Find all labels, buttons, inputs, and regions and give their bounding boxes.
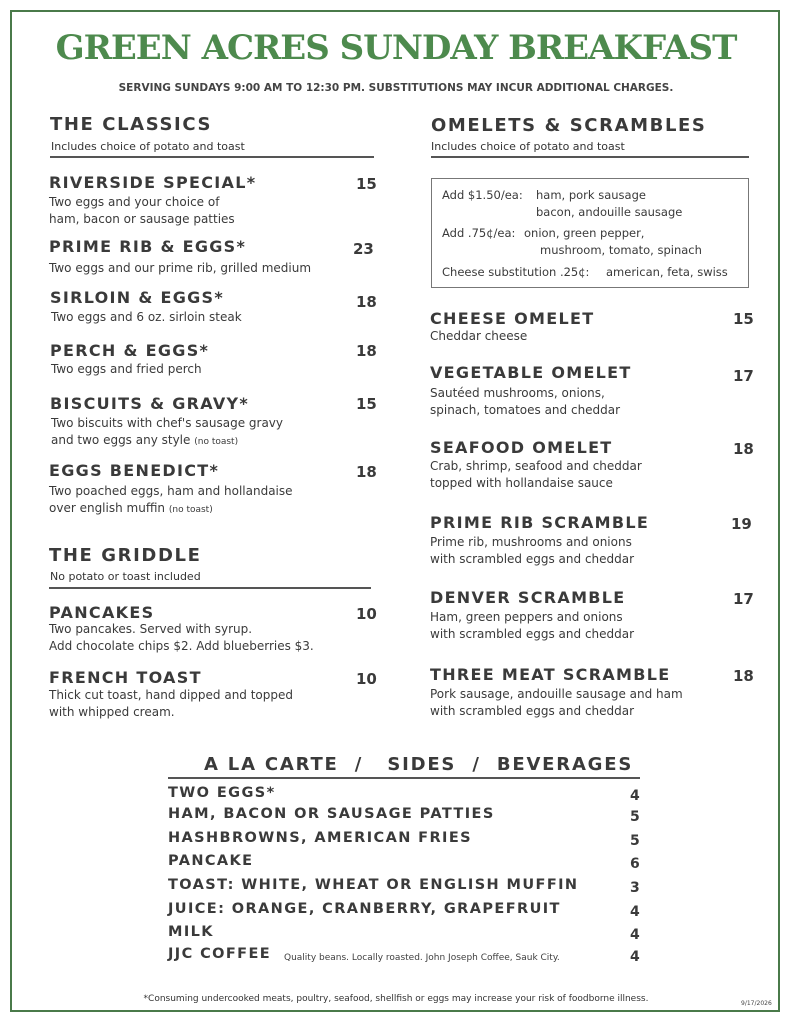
menu-item-desc: Thick cut toast, hand dipped and topped with whipped cream. (49, 688, 294, 719)
menu-item-price: 19 (731, 515, 752, 533)
addon-label: Cheese substitution .25¢: (442, 265, 590, 279)
menu-item-name: PANCAKES (49, 603, 155, 622)
menu-item-price: 15 (356, 175, 377, 193)
menu-item-price: 18 (356, 293, 377, 311)
side-item-price: 6 (630, 856, 640, 872)
menu-item-price: 17 (733, 367, 754, 385)
side-item-name: HASHBROWNS, AMERICAN FRIES (168, 830, 472, 846)
food-safety-disclaimer: *Consuming undercooked meats, poultry, seafood, shellfish or eggs may increase your risk of foodborne illness. (143, 994, 649, 1004)
menu-item-name: PERCH & EGGS* (50, 341, 210, 360)
addon-options: ham, pork sausage (536, 188, 646, 202)
side-item-name: JUICE: ORANGE, CRANBERRY, GRAPEFRUIT (168, 901, 561, 917)
sides-heading: A LA CARTE / SIDES / BEVERAGES (204, 754, 634, 775)
menu-item-desc: Two poached eggs, ham and hollandaise over english muffin (no toast) (49, 484, 293, 515)
menu-item-name: CHEESE OMELET (430, 309, 595, 328)
menu-title: GREEN ACRES SUNDAY BREAKFAST (55, 28, 737, 68)
menu-item-price: 18 (733, 667, 754, 685)
menu-item-desc: Crab, shrimp, seafood and cheddar topped with hollandaise sauce (430, 459, 642, 490)
menu-item-desc: Two eggs and our prime rib, grilled medium (49, 261, 312, 275)
side-item-price: 4 (630, 788, 640, 804)
side-item-price: 5 (630, 809, 640, 825)
menu-item-price: 18 (733, 440, 754, 458)
menu-item-desc: Two biscuits with chef's sausage gravy and two eggs any style (no toast) (51, 416, 284, 447)
side-item-name: TWO EGGS* (168, 785, 276, 801)
menu-subtitle: SERVING SUNDAYS 9:00 AM TO 12:30 PM. SUBSTITUTIONS MAY INCUR ADDITIONAL CHARGES. (118, 82, 674, 94)
menu-item-price: 23 (353, 240, 374, 258)
addon-options: onion, green pepper, (524, 226, 645, 240)
print-date: 9/17/2026 (741, 1000, 772, 1007)
classics-note: Includes choice of potato and toast (51, 140, 245, 153)
menu-item-name: RIVERSIDE SPECIAL* (49, 173, 257, 192)
classics-divider (50, 156, 374, 158)
menu-item-name: SIRLOIN & EGGS* (50, 288, 225, 307)
menu-item-price: 18 (356, 342, 377, 360)
side-item-price: 4 (630, 927, 640, 943)
menu-item-price: 10 (356, 670, 377, 688)
menu-item-name: DENVER SCRAMBLE (430, 588, 626, 607)
menu-item-desc: Cheddar cheese (430, 329, 528, 343)
menu-item-name: EGGS BENEDICT* (49, 461, 220, 480)
griddle-divider (49, 587, 371, 589)
griddle-note: No potato or toast included (50, 570, 201, 583)
classics-heading: THE CLASSICS (50, 114, 213, 135)
menu-item-desc: Two eggs and 6 oz. sirloin steak (51, 310, 242, 324)
side-item-name: MILK (168, 924, 214, 940)
menu-item-desc: Ham, green peppers and onions with scrambled eggs and cheddar (430, 610, 635, 641)
side-item-name: PANCAKE (168, 853, 254, 869)
side-item-price: 3 (630, 880, 640, 896)
side-item-price: 4 (630, 904, 640, 920)
menu-item-name: PRIME RIB SCRAMBLE (430, 513, 650, 532)
side-item-name: TOAST: WHITE, WHEAT OR ENGLISH MUFFIN (168, 877, 579, 893)
menu-item-desc: Two eggs and your choice of ham, bacon or sausage patties (49, 195, 235, 226)
coffee-note: Quality beans. Locally roasted. John Joseph Coffee, Sauk City. (284, 953, 560, 963)
menu-item-name: PRIME RIB & EGGS* (49, 237, 247, 256)
addon-options: american, feta, swiss (606, 265, 728, 279)
menu-item-price: 15 (733, 310, 754, 328)
addon-options: bacon, andouille sausage (536, 205, 683, 219)
side-item-price: 4 (630, 949, 640, 965)
menu-item-name: SEAFOOD OMELET (430, 438, 613, 457)
menu-item-name: THREE MEAT SCRAMBLE (430, 665, 671, 684)
sides-divider (168, 777, 640, 779)
addon-label: Add $1.50/ea: (442, 188, 523, 202)
menu-item-desc: Pork sausage, andouille sausage and ham with scrambled eggs and cheddar (430, 687, 683, 718)
griddle-heading: THE GRIDDLE (49, 545, 202, 566)
menu-item-desc: Two eggs and fried perch (51, 362, 202, 376)
menu-item-name: FRENCH TOAST (49, 668, 202, 687)
omelets-heading: OMELETS & SCRAMBLES (431, 115, 707, 136)
addon-options: mushroom, tomato, spinach (540, 243, 702, 257)
menu-item-desc: Sautéed mushrooms, onions, spinach, tomatoes and cheddar (430, 386, 621, 417)
omelets-note: Includes choice of potato and toast (431, 140, 625, 153)
addon-label: Add .75¢/ea: (442, 226, 516, 240)
side-item-name: JJC COFFEE (168, 946, 272, 962)
menu-item-desc: Two pancakes. Served with syrup. Add chocolate chips $2. Add blueberries $3. (49, 622, 314, 653)
menu-item-name: VEGETABLE OMELET (430, 363, 632, 382)
side-item-price: 5 (630, 833, 640, 849)
menu-item-price: 10 (356, 605, 377, 623)
menu-item-desc: Prime rib, mushrooms and onions with scrambled eggs and cheddar (430, 535, 635, 566)
side-item-name: HAM, BACON OR SAUSAGE PATTIES (168, 806, 495, 822)
omelets-divider (431, 156, 749, 158)
menu-item-price: 15 (356, 395, 377, 413)
menu-item-price: 18 (356, 463, 377, 481)
menu-item-price: 17 (733, 590, 754, 608)
menu-item-name: BISCUITS & GRAVY* (50, 394, 250, 413)
